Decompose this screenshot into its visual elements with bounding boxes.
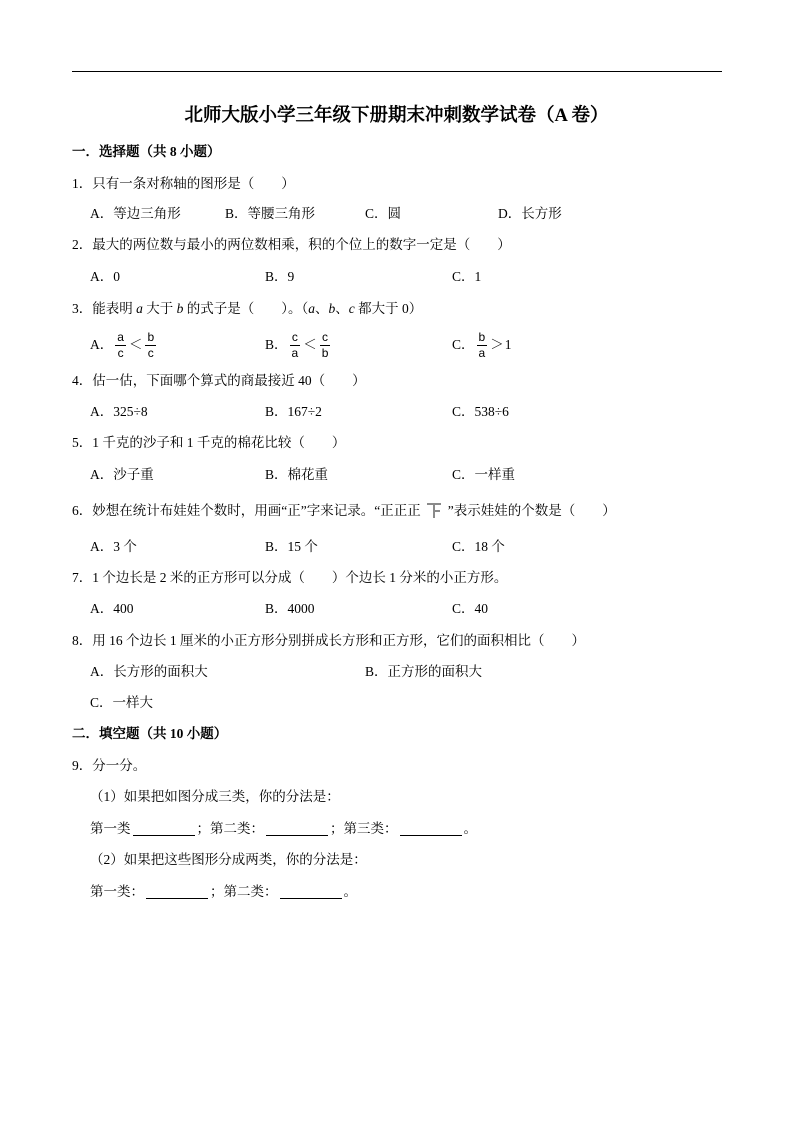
option-a: A．等边三角形: [90, 206, 181, 221]
variable-c: c: [348, 301, 355, 316]
question-3: [0, 300, 793, 318]
question-stem: 8．用 16 个边长 1 厘米的小正方形分别拼成长方形和正方形，它们的面积相比（ ）: [72, 633, 585, 648]
section-heading-choice: [0, 143, 793, 161]
compare-value: 1: [504, 337, 512, 352]
question-9: [0, 757, 793, 775]
option-b: B．167÷2: [265, 404, 322, 419]
section-heading-text: 二．填空题（共 10 小题）: [72, 726, 228, 741]
option-b: B．棉花重: [265, 467, 329, 482]
question-1: [0, 175, 793, 193]
sub-question-prompt: （2）如果把这些图形分成两类，你的分法是：: [90, 852, 367, 867]
option-a: A．长方形的面积大: [90, 664, 208, 679]
option-label: A．: [90, 337, 114, 352]
stem-text: 3．能表明: [72, 301, 137, 316]
sub-question-prompt: （1）如果把如图分成三类，你的分法是：: [90, 789, 340, 804]
option-a: [90, 329, 158, 361]
option-a: A．3 个: [90, 539, 137, 554]
question-9-part-1-answers: [0, 820, 793, 838]
option-label: B．: [265, 337, 288, 352]
denominator: b: [321, 345, 329, 360]
stem-text: 6．妙想在统计布娃娃个数时，用画“正”字来记录。“正正正: [72, 503, 421, 518]
answer-label: 第一类: [90, 821, 131, 836]
option-d: D．长方形: [498, 206, 562, 221]
option-c: C．一样大: [90, 695, 154, 710]
option-b: B．等腰三角形: [225, 206, 316, 221]
denominator: c: [117, 345, 124, 360]
question-5-options: [0, 466, 793, 484]
variable-a: a: [308, 301, 315, 316]
comparison-sign: ＜: [128, 337, 143, 352]
answer-label: ；第三类：: [330, 821, 398, 836]
question-stem: 9．分一分。: [72, 758, 147, 773]
option-a: A．0: [90, 269, 120, 284]
question-stem: 2．最大的两位数与最小的两位数相乘，积的个位上的数字一定是（ ）: [72, 237, 511, 252]
stem-text: 的式子是（ ）。（: [183, 301, 309, 316]
question-stem: 5．1 千克的沙子和 1 千克的棉花比较（ ）: [72, 435, 346, 450]
question-8-options-row-2: [0, 694, 793, 712]
question-stem: 1．只有一条对称轴的图形是（ ）: [72, 176, 295, 191]
question-2-options: [0, 268, 793, 286]
fraction: [115, 331, 126, 360]
question-stem: [72, 501, 616, 520]
question-4-options: [0, 403, 793, 421]
stem-text: 大于: [142, 301, 177, 316]
option-b: [265, 329, 332, 361]
question-9-part-2-answers: [0, 883, 793, 901]
denominator: a: [478, 345, 486, 360]
answer-blank: [266, 821, 328, 836]
option-c: C．圆: [365, 206, 402, 221]
option-c: C．一样重: [452, 467, 516, 482]
comparison-sign: ＜: [303, 337, 317, 352]
denominator: a: [291, 345, 299, 360]
option-b: B．4000: [265, 601, 315, 616]
question-8-options: [0, 663, 793, 681]
option-label: C．: [452, 337, 475, 352]
question-2: [0, 236, 793, 254]
question-7-options: [0, 600, 793, 618]
numerator: c: [322, 329, 329, 344]
question-9-part-1: [0, 788, 793, 806]
numerator: c: [291, 329, 298, 344]
stem-text: ”表示娃娃的个数是（ ）: [447, 503, 616, 518]
partial-zheng-tally-icon: [425, 501, 443, 519]
answer-blank: [280, 884, 342, 899]
answer-blank: [133, 821, 195, 836]
option-b: B．正方形的面积大: [365, 664, 483, 679]
question-5: [0, 434, 793, 452]
option-b: B．9: [265, 269, 295, 284]
option-c: C．538÷6: [452, 404, 509, 419]
question-7: [0, 569, 793, 587]
option-c: [452, 329, 511, 361]
fraction: [477, 331, 488, 360]
option-a: A．沙子重: [90, 467, 154, 482]
question-4: [0, 372, 793, 390]
section-heading-fill-blank: [0, 725, 793, 743]
stem-text: 、: [335, 301, 349, 316]
stem-text: 、: [315, 301, 329, 316]
option-a: A．400: [90, 601, 134, 616]
question-6: [0, 501, 793, 519]
stem-text: 都大于 0）: [354, 301, 423, 316]
variable-b: b: [176, 301, 184, 316]
numerator: a: [117, 329, 124, 344]
answer-label: ；第二类：: [210, 884, 278, 899]
answer-label: 第一类：: [90, 884, 144, 899]
section-heading-text: 一．选择题（共 8 小题）: [72, 144, 221, 159]
question-6-options: [0, 538, 793, 556]
answer-line: [90, 883, 357, 901]
numerator: b: [147, 329, 155, 344]
option-c: C．18 个: [452, 539, 505, 554]
option-b: B．15 个: [265, 539, 318, 554]
answer-label: ；第二类：: [196, 821, 264, 836]
answer-label: 。: [463, 821, 477, 836]
answer-blank: [400, 821, 462, 836]
question-1-options: [0, 205, 793, 223]
denominator: c: [147, 345, 154, 360]
header-rule: [72, 71, 722, 72]
variable-a: a: [136, 301, 143, 316]
variable-b: b: [328, 301, 336, 316]
answer-label: 。: [343, 884, 357, 899]
question-9-part-2: [0, 851, 793, 869]
question-3-options: [0, 329, 793, 361]
question-stem: 4．估一估，下面哪个算式的商最接近 40（ ）: [72, 373, 366, 388]
question-8: [0, 632, 793, 650]
option-c: C．1: [452, 269, 482, 284]
page-title: 北师大版小学三年级下册期末冲刺数学试卷（A 卷）: [184, 106, 609, 126]
fraction: [290, 331, 301, 360]
numerator: b: [478, 329, 486, 344]
comparison-sign: ＞: [490, 337, 504, 352]
question-stem: 7．1 个边长是 2 米的正方形可以分成（ ）个边长 1 分米的小正方形。: [72, 570, 508, 585]
answer-blank: [146, 884, 208, 899]
option-a: A．325÷8: [90, 404, 148, 419]
fraction: [320, 331, 331, 360]
option-c: C．40: [452, 601, 489, 616]
fraction: [145, 331, 156, 360]
question-stem: [72, 300, 422, 318]
answer-line: [90, 820, 477, 838]
